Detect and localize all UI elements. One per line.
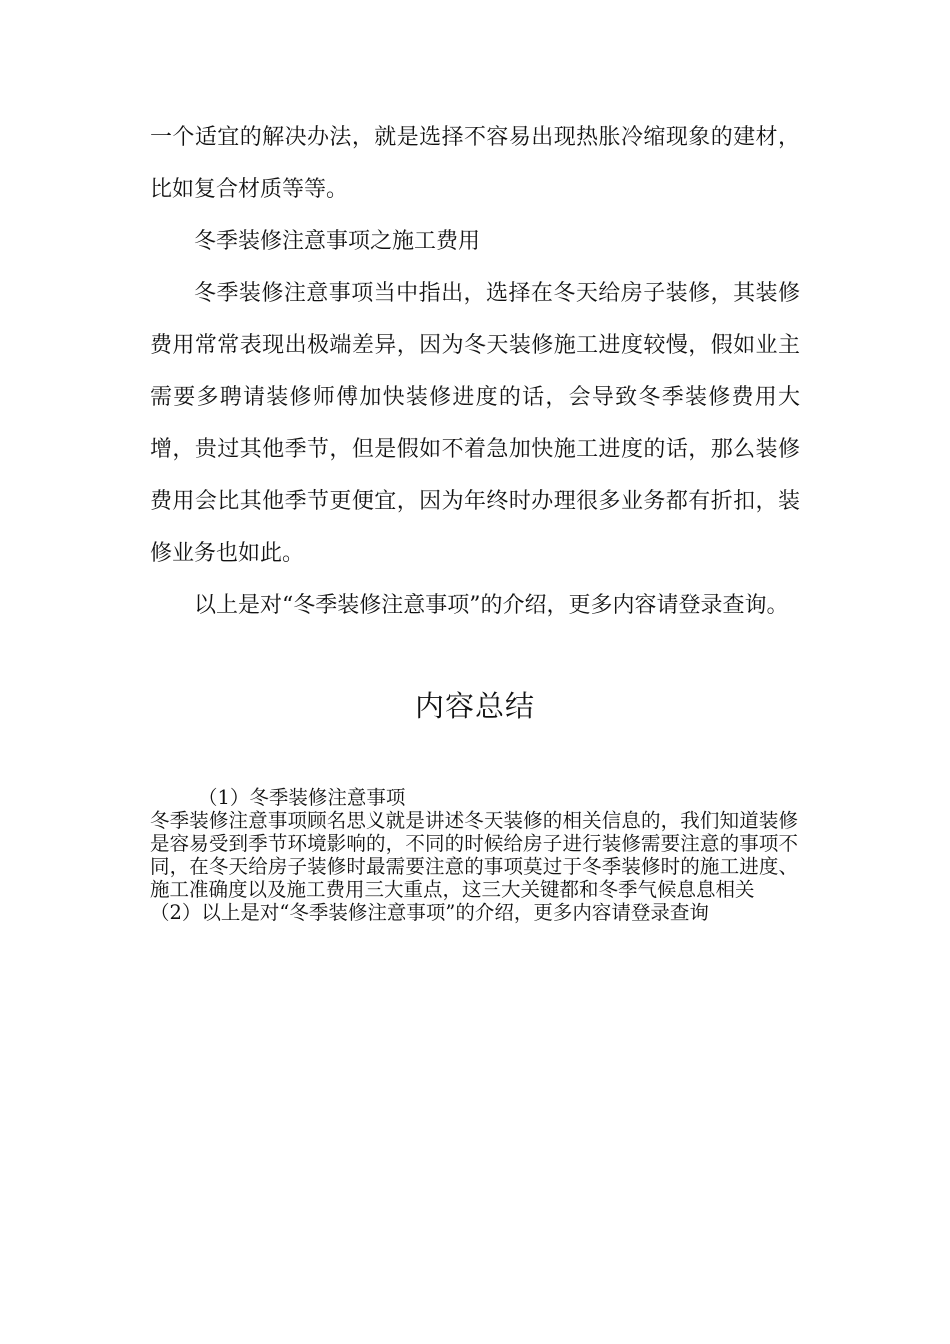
summary-item1-heading: （1）冬季装修注意事项 xyxy=(198,786,406,809)
paragraph-closing: 以上是对“冬季装修注意事项”的介绍，更多内容请登录查询。 xyxy=(194,593,789,618)
section-heading-construction-cost: 冬季装修注意事项之施工费用 xyxy=(194,229,481,254)
paragraph-construction-cost: 冬季装修注意事项当中指出，选择在冬天给房子装修，其装修费用常常表现出极端差异，因为冬天装修施工进度较慢，假如业主需要多聘请装修师傅加快装修进度的话，会导致冬季装修费用大增，贵过其他季节，但是假如不着急加快施工进度的话，那么装修费用会比其他季节更便宜，因为年终时办理很多业务都有折扣，装修业务也如此。 xyxy=(150,281,800,566)
summary-section xyxy=(150,786,798,924)
summary-item1-text: 冬季装修注意事项顾名思义就是讲述冬天装修的相关信息的，我们知道装修是容易受到季节环境影响的，不同的时候给房子进行装修需要注意的事项不同，在冬天给房子装修时最需要注意的事项莫过于冬季装修时的施工进度、施工准确度以及施工费用三大重点，这三大关键都和冬季气候息息相关 xyxy=(150,809,798,901)
summary-title: 内容总结 xyxy=(414,689,535,723)
body-text xyxy=(150,112,800,632)
summary-item2: （2）以上是对“冬季装修注意事项”的介绍，更多内容请登录查询 xyxy=(150,901,709,924)
paragraph-continuation: 一个适宜的解决办法，就是选择不容易出现热胀冷缩现象的建材，比如复合材质等等。 xyxy=(150,125,800,202)
